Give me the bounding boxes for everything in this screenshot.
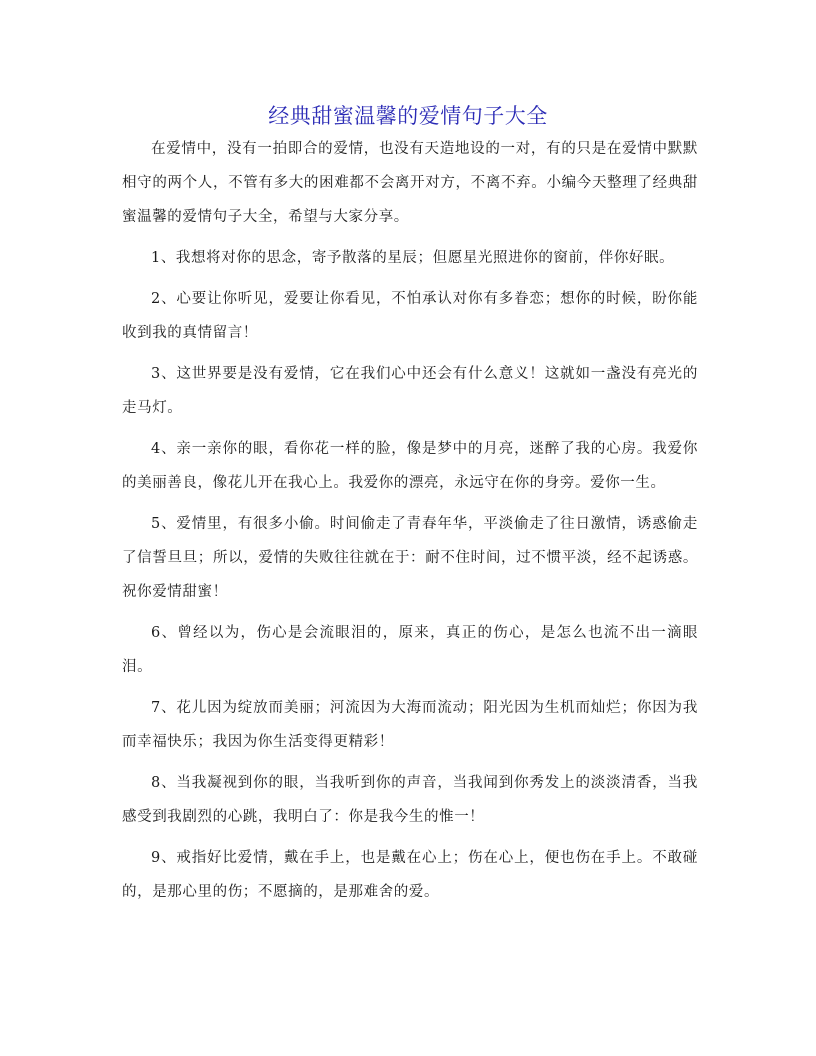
quote-item-1: 1、我想将对你的思念，寄予散落的星辰；但愿星光照进你的窗前，伴你好眠。 bbox=[151, 250, 675, 266]
quote-item-8: 8、当我凝视到你的眼，当我听到你的声音，当我闻到你秀发上的淡淡清香，当我感受到我剧烈的心跳，我明白了：你是我今生的惟一！ bbox=[122, 775, 698, 825]
quote-item-2: 2、心要让你听见，爱要让你看见，不怕承认对你有多眷恋；想你的时候，盼你能收到我的真情留言！ bbox=[122, 291, 698, 341]
quote-item-7: 7、花儿因为绽放而美丽；河流因为大海而流动；阳光因为生机而灿烂；你因为我而幸福快乐；我因为你生活变得更精彩！ bbox=[122, 700, 698, 750]
intro-paragraph: 在爱情中，没有一拍即合的爱情，也没有天造地设的一对，有的只是在爱情中默默相守的两个人，不管有多大的困难都不会离开对方，不离不弃。小编今天整理了经典甜蜜温馨的爱情句子大全，希望与大家分享。 bbox=[122, 141, 698, 225]
document-title: 经典甜蜜温馨的爱情句子大全 bbox=[268, 104, 548, 128]
quote-item-6: 6、曾经以为，伤心是会流眼泪的，原来，真正的伤心，是怎么也流不出一滴眼泪。 bbox=[122, 625, 698, 675]
document-body bbox=[122, 132, 698, 916]
quote-item-5: 5、爱情里，有很多小偷。时间偷走了青春年华，平淡偷走了往日激情，诱惑偷走了信誓旦旦；所以，爱情的失败往往就在于：耐不住时间，过不惯平淡，经不起诱惑。祝你爱情甜蜜！ bbox=[122, 516, 698, 600]
quote-item-4: 4、亲一亲你的眼，看你花一样的脸，像是梦中的月亮，迷醉了我的心房。我爱你的美丽善良，像花儿开在我心上。我爱你的漂亮，永远守在你的身旁。爱你一生。 bbox=[122, 441, 698, 491]
quote-item-3: 3、这世界要是没有爱情，它在我们心中还会有什么意义！这就如一盏没有亮光的走马灯。 bbox=[122, 366, 698, 416]
quote-item-9: 9、戒指好比爱情，戴在手上，也是戴在心上；伤在心上，便也伤在手上。不敢碰的，是那心里的伤；不愿摘的，是那难舍的爱。 bbox=[122, 850, 698, 900]
